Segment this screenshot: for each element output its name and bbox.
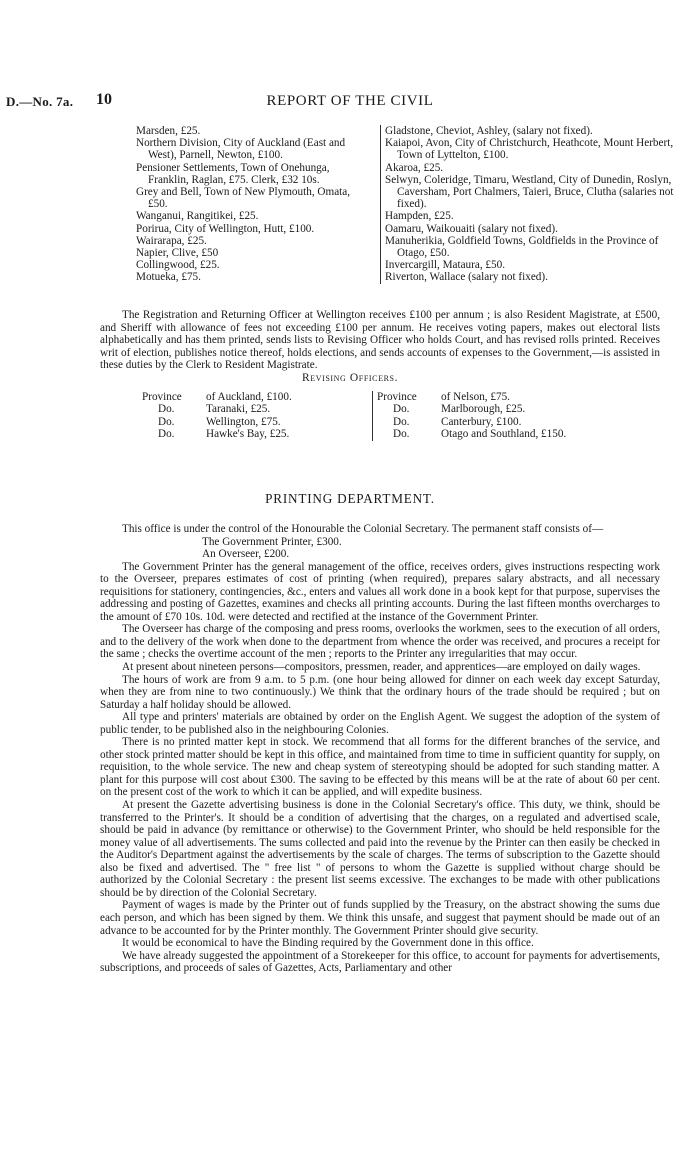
body-paragraph: We have already suggested the appointment of a Storekeeper for this office, to account for payments for advertisements, subscriptions, and proceeds of sales of Gazettes, Acts, Parliamentary and other <box>100 949 660 975</box>
body-paragraph: There is no printed matter kept in stock. We recommend that all forms for the different branches of the service, and other stock printed matter should be kept in this office, and maintained from time to time in sufficient quantity for supply, on requisition, to the whole service. The new and cheap system of stereotyping should be adopted for such standing matter. A plant for this purpose will cost about £300. The saving to be effected by this means will be at the rate of about 60 per cent. on the present cost of the work to which it can be applied, and will expedite business. <box>100 736 660 799</box>
province-value: of Auckland, £100. <box>206 391 292 403</box>
list-item: Motueka, £75. <box>136 271 201 284</box>
list-item: Akaroa, £25. <box>385 161 444 174</box>
table-row <box>142 391 362 403</box>
list-item: Wairarapa, £25. <box>136 234 207 247</box>
list-item: Selwyn, Coleridge, Timaru, Westland, City of Dunedin, Roslyn, Caversham, Port Chalmers, Taieri, Bruce, Clutha (salaries not fixed). <box>385 173 674 211</box>
list-item: Collingwood, £25. <box>136 259 220 272</box>
list-item: Northern Division, City of Auckland (East and West), Parnell, Newton, £100. <box>136 137 346 162</box>
ditto-label: Do. <box>158 403 175 416</box>
table-row <box>377 416 677 428</box>
page-header <box>0 91 700 116</box>
list-item: Riverton, Wallace (salary not fixed). <box>385 271 548 284</box>
staff-item: The Government Printer, £300. <box>202 535 342 548</box>
page-title: REPORT OF THE CIVIL <box>266 93 434 109</box>
ditto-label: Do. <box>158 428 175 441</box>
page-number: 10 <box>96 91 112 108</box>
revising-officers-right <box>372 391 677 441</box>
body-paragraph: The Government Printer has the general management of the office, receives orders, gives instructions respecting work to the Overseer, prepares estimates of cost of printing (when required), prepares salary abstracts, and all necessary requisitions for stationery, contingencies, &c., enters and values all work done in a book kept for that purpose, supervises the addressing and posting of Gazettes, examines and checks all printing accounts. During the last fifteen months overcharges to the amount of £70 10s. 10d. were detected and rectified at the instance of the Government Printer. <box>100 560 660 623</box>
ditto-label: Do. <box>393 415 410 428</box>
body-paragraph: All type and printers' materials are obtained by order on the English Agent. We suggest the adoption of the system of public tender, to be published also in the neighbouring Colonies. <box>100 711 660 736</box>
body-paragraph: It would be economical to have the Binding required by the Government done in this office. <box>122 937 534 950</box>
printing-intro: This office is under the control of the Honourable the Colonial Secretary. The permanent staff consists of— <box>122 523 604 535</box>
body-paragraph: At present the Gazette advertising business is done in the Colonial Secretary's office. This duty, we think, should be transferred to the Printer's. It should be a condition of advertising that the charges, on a regulated and advertised scale, should be paid in advance (by remittance or otherwise) to the Government Printer, who should be held responsible for the money value of all advertisements. The sums collected and paid into the revenue by the Printer can then easily be checked in the Auditor's Department against the advertisements by the scale of charges. The terms of subscription to the Gazette should also be fixed and advertised. The " free list " of persons to whom the Gazette is supplied without charge should be authorized by the Colonial Secretary : the present list seems excessive. The exchanges to be made with other publications should be by direction of the Colonial Secretary. <box>100 799 660 899</box>
table-row <box>377 391 677 403</box>
province-value: Canterbury, £100. <box>441 415 522 428</box>
body-paragraph: At present about nineteen persons—compositors, pressmen, reader, and apprentices—are employed on daily wages. <box>122 661 641 674</box>
province-value: Otago and Southland, £150. <box>441 428 567 441</box>
body-paragraph: The Overseer has charge of the composing and press rooms, overlooks the workmen, sees to the execution of all orders, and to the delivery of the work when done to the department from whence the order was received, and procures a receipt for the same ; checks the overtime account of the men ; reports to the Printer any irregularities that may occur. <box>100 623 660 661</box>
revising-officers-left <box>142 391 362 441</box>
body-paragraph: Payment of wages is made by the Printer out of funds supplied by the Treasury, on the abstract showing the sums due each person, and which has been signed by them. We think this unsafe, and suggest that payment should be made out of an advance to be accounted for by the Printer monthly. The Government Printer should give security. <box>100 899 660 937</box>
province-value: Wellington, £75. <box>206 415 281 428</box>
province-label: Province <box>142 391 182 403</box>
printing-department-heading: PRINTING DEPARTMENT. <box>265 491 435 506</box>
list-item: Marsden, £25. <box>136 125 201 137</box>
province-value: Taranaki, £25. <box>206 403 271 416</box>
table-row <box>142 428 362 440</box>
list-item: Gladstone, Cheviot, Ashley, (salary not fixed). <box>385 125 593 137</box>
table-row <box>142 416 362 428</box>
list-item: Napier, Clive, £50 <box>136 247 219 260</box>
province-label: Province <box>377 391 417 403</box>
staff-item: An Overseer, £200. <box>202 548 290 561</box>
officers-list-left <box>136 125 372 284</box>
officers-list-right <box>380 125 675 284</box>
province-value: of Nelson, £75. <box>441 391 510 403</box>
registration-section <box>100 309 660 372</box>
table-row <box>377 403 677 415</box>
list-item: Manuherikia, Goldfield Towns, Goldfields in the Province of Otago, £50. <box>385 234 659 260</box>
table-row <box>377 428 677 440</box>
list-item: Pensioner Settlements, Town of Onehunga, Franklin, Raglan, £75. Clerk, £32 10s. <box>136 161 330 186</box>
list-item: Grey and Bell, Town of New Plymouth, Omata, £50. <box>136 186 351 211</box>
ditto-label: Do. <box>158 415 175 428</box>
registration-paragraph: The Registration and Returning Officer at Wellington receives £100 per annum ; is also Resident Magistrate, at £500, and Sheriff with allowance of fees not exceeding £100 per annum. He receives voting papers, makes out electoral lists alphabetically and has them printed, sends lists to Revising Officer who holds Court, and has revised rolls printed. Receives writ of election, publishes notice thereof, holds elections, and sends accounts of expenses to the Government,—is assisted in these duties by the Clerk to Resident Magistrate. <box>100 309 660 372</box>
list-item: Oamaru, Waikouaiti (salary not fixed). <box>385 222 558 235</box>
body-paragraph: The hours of work are from 9 a.m. to 5 p.m. (one hour being allowed for dinner on each week day except Saturday, when they are from nine to two continuously.) We think that the ordinary hours of the trade should be required ; but on Saturday a half holiday should be allowed. <box>100 673 660 711</box>
province-value: Marlborough, £25. <box>441 403 526 416</box>
printing-department-section <box>100 523 660 975</box>
ditto-label: Do. <box>393 428 410 441</box>
list-item: Hampden, £25. <box>385 210 454 223</box>
table-row <box>142 403 362 415</box>
ditto-label: Do. <box>393 403 410 416</box>
province-value: Hawke's Bay, £25. <box>206 428 290 441</box>
revising-officers-heading: Revising Officers. <box>301 372 399 384</box>
document-reference: D.—No. 7a. <box>6 94 74 109</box>
list-item: Wanganui, Rangitikei, £25. <box>136 210 259 223</box>
list-item: Porirua, City of Wellington, Hutt, £100. <box>136 222 315 235</box>
list-item: Invercargill, Mataura, £50. <box>385 259 506 272</box>
list-item: Kaiapoi, Avon, City of Christchurch, Heathcote, Mount Herbert, Town of Lyttelton, £100. <box>385 137 674 162</box>
